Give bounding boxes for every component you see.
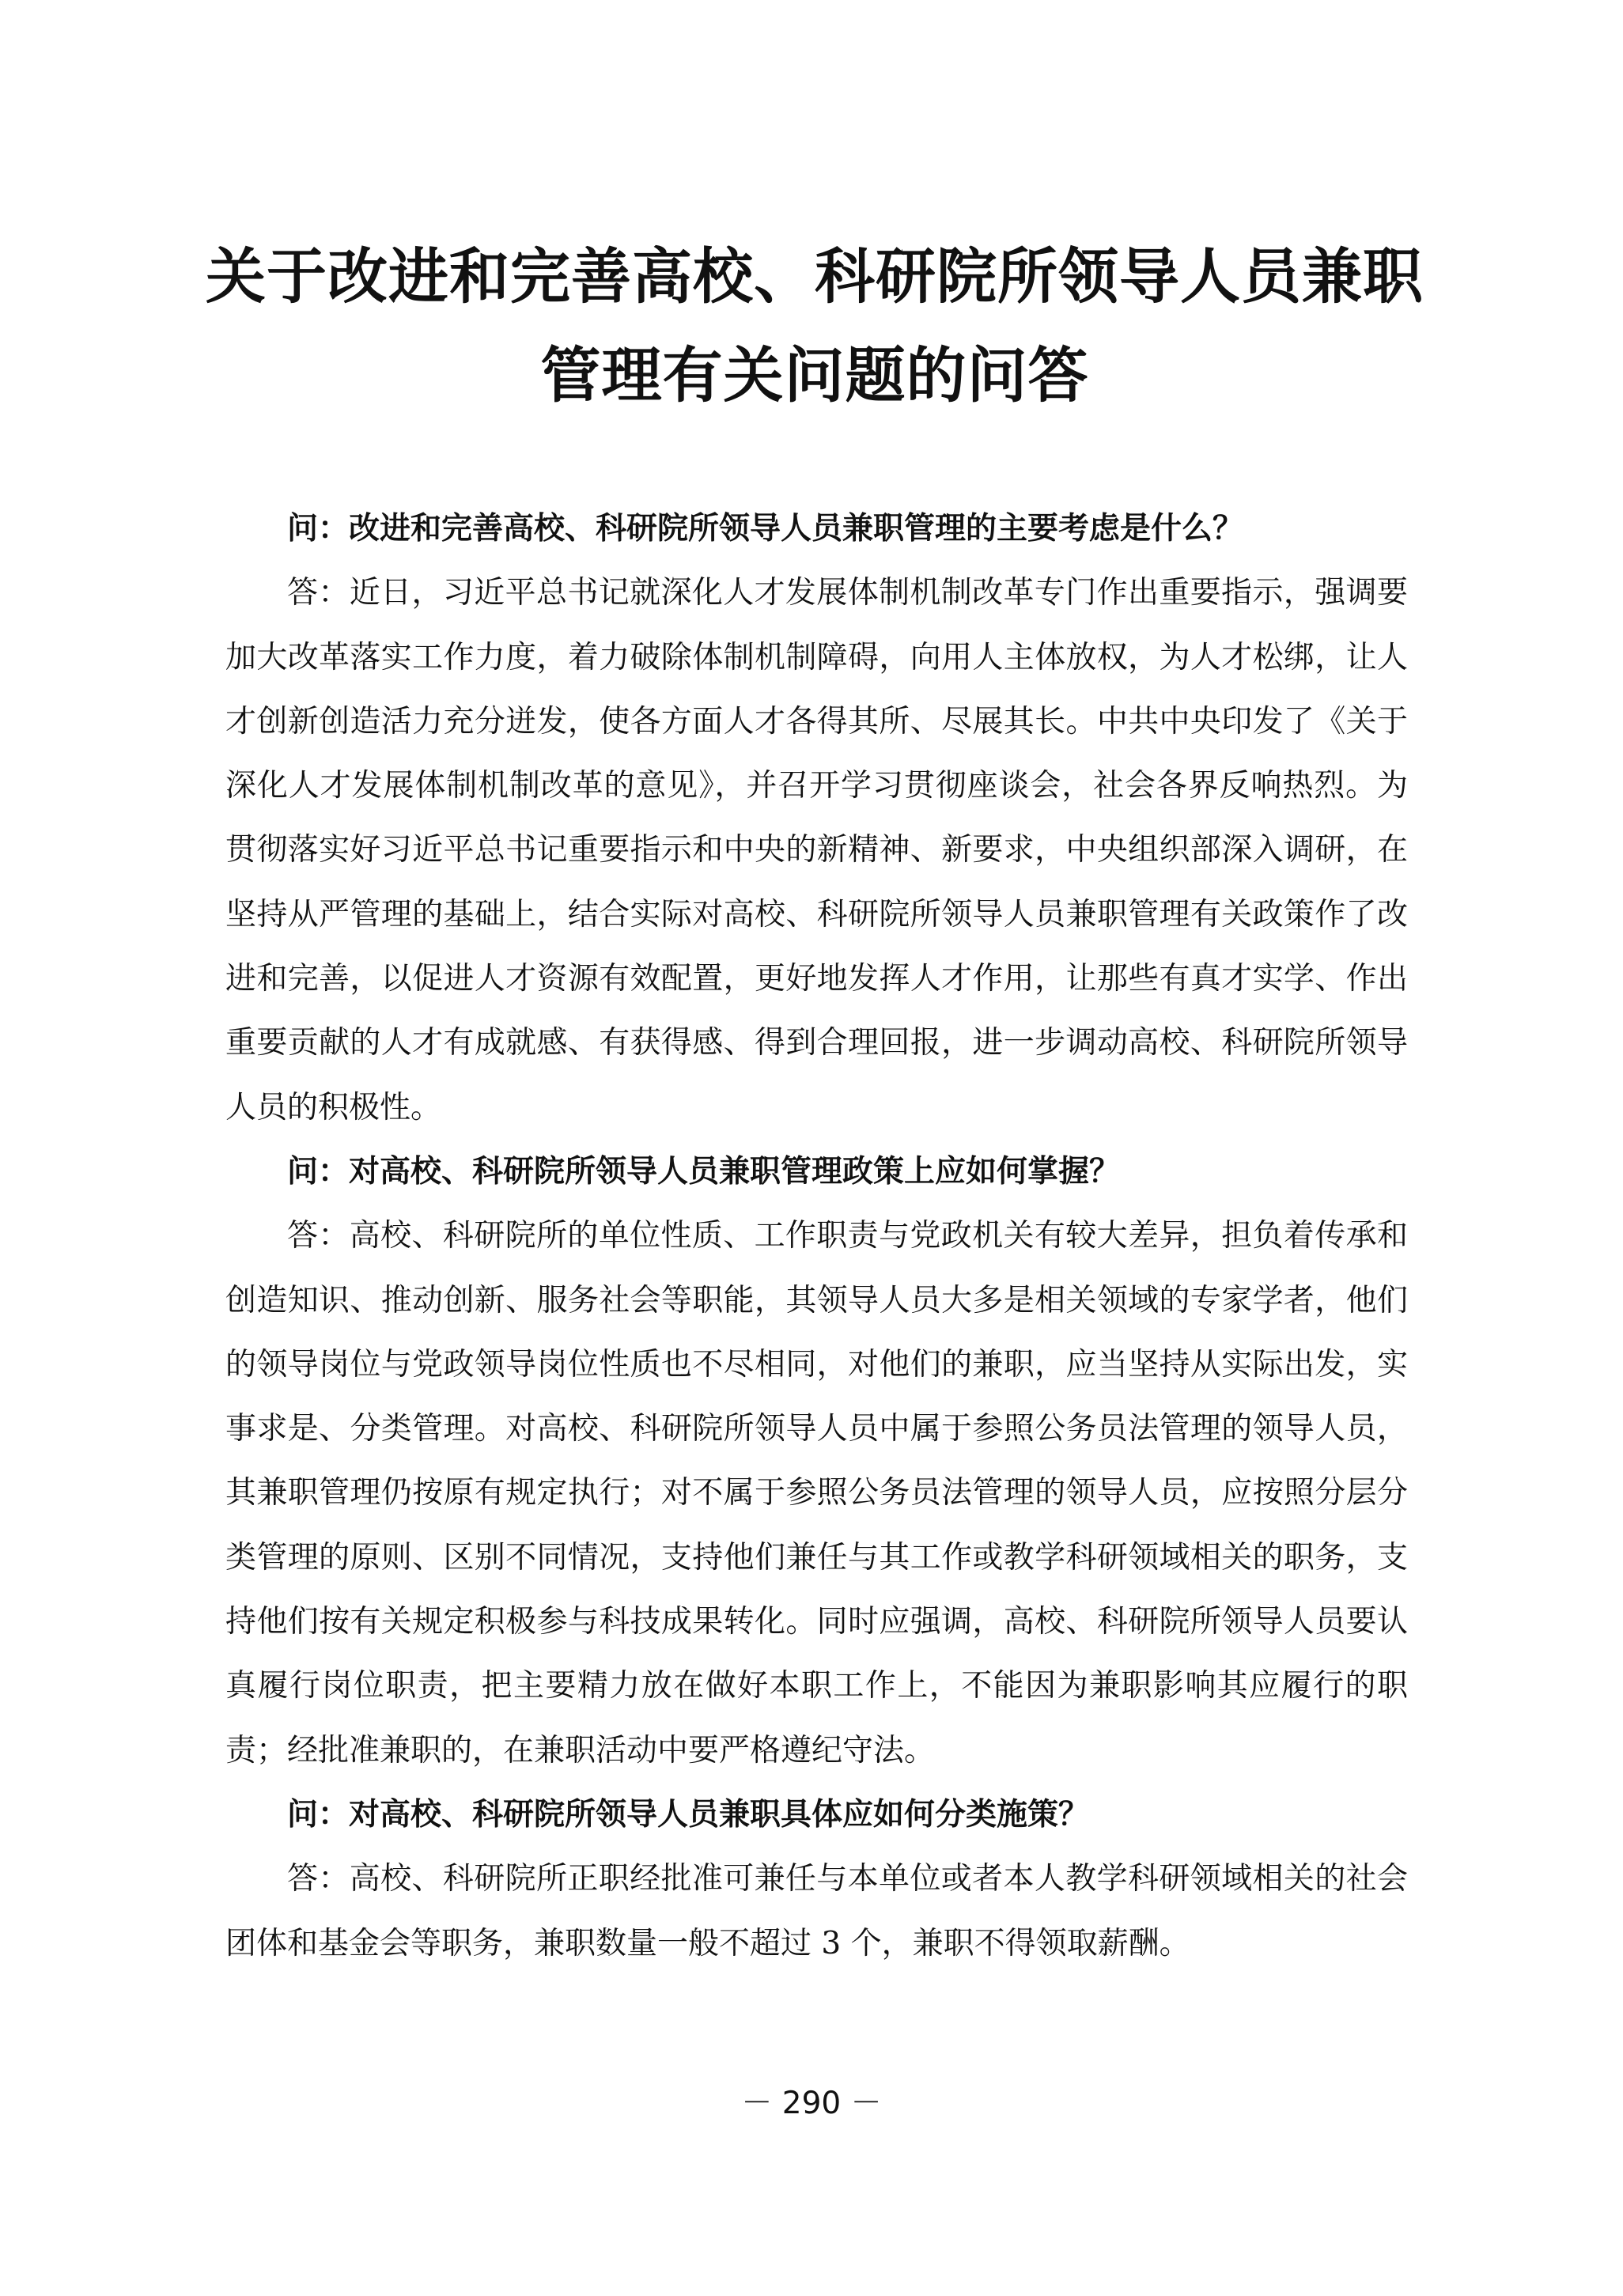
document-title-line-2: 管理有关问题的问答	[540, 340, 1089, 410]
page-number: － 290 －	[741, 2086, 882, 2121]
question-3: 问：对高校、科研院所领导人员兼职具体应如何分类施策？	[287, 1795, 1090, 1833]
question-2: 问：对高校、科研院所领导人员兼职管理政策上应如何掌握？	[287, 1152, 1121, 1190]
document-body	[225, 497, 1408, 1976]
question-1: 问：改进和完善高校、科研院所领导人员兼职管理的主要考虑是什么？	[287, 510, 1244, 547]
answer-1: 答：近日，习近平总书记就深化人才发展体制机制改革专门作出重要指示，强调要加大改革落实工作力度，着力破除体制机制障碍，向用人主体放权，为人才松绑，让人才创新创造活力充分迸发，使各方面人才各得其所、尽展其长。中共中央印发了《关于深化人才发展体制机制改革的意见》，并召开学习贯彻座谈会，社会各界反响热烈。为贯彻落实好习近平总书记重要指示和中央的新精神、新要求，中央组织部深入调研，在坚持从严管理的基础上，结合实际对高校、科研院所领导人员兼职管理有关政策作了改进和完善，以促进人才资源有效配置，更好地发挥人才作用，让那些有真才实学、作出重要贡献的人才有成就感、有获得感、得到合理回报，进一步调动高校、科研院所领导人员的积极性。	[225, 575, 1408, 1125]
document-title-line-1: 关于改进和完善高校、科研院所领导人员兼职	[206, 241, 1424, 312]
answer-2: 答：高校、科研院所的单位性质、工作职责与党政机关有较大差异，担负着传承和创造知识、推动创新、服务社会等职能，其领导人员大多是相关领域的专家学者，他们的领导岗位与党政领导岗位性质也不尽相同，对他们的兼职，应当坚持从实际出发，实事求是、分类管理。对高校、科研院所领导人员中属于参照公务员法管理的领导人员，其兼职管理仍按原有规定执行；对不属于参照公务员法管理的领导人员，应按照分层分类管理的原则、区别不同情况，支持他们兼任与其工作或教学科研领域相关的职务，支持他们按有关规定积极参与科技成果转化。同时应强调，高校、科研院所领导人员要认真履行岗位职责，把主要精力放在做好本职工作上，不能因为兼职影响其应履行的职责；经批准兼职的，在兼职活动中要严格遵纪守法。	[225, 1218, 1408, 1768]
answer-3: 答：高校、科研院所正职经批准可兼任与本单位或者本人教学科研领域相关的社会团体和基金会等职务，兼职数量一般不超过 3 个，兼职不得领取薪酬。	[225, 1861, 1408, 1961]
